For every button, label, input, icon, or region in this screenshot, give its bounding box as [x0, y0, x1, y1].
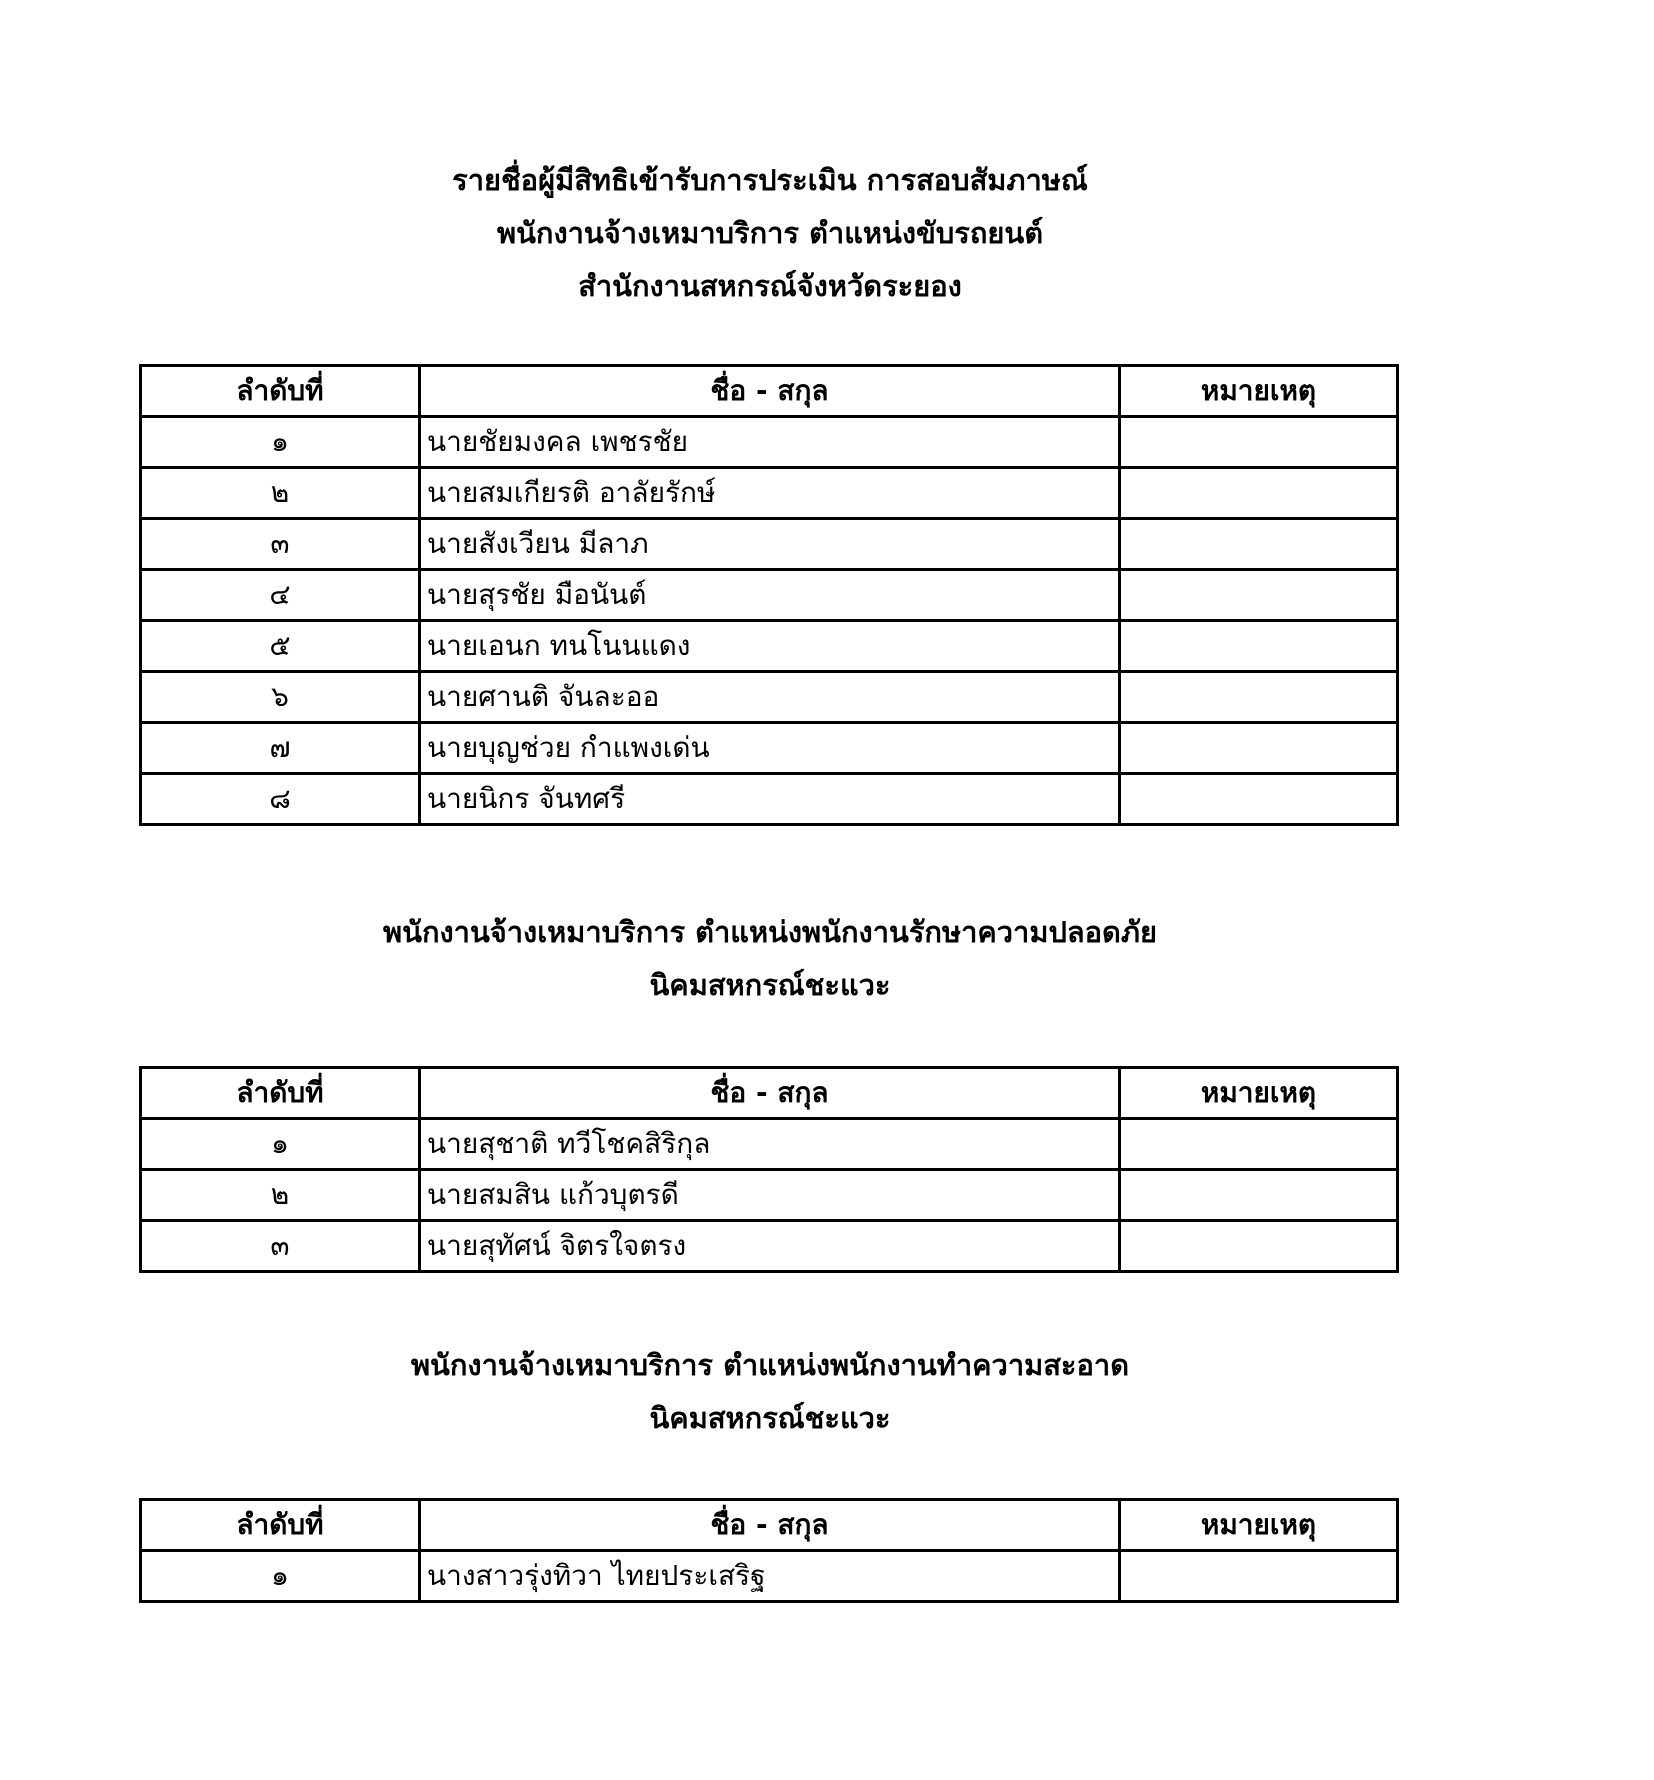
- order-number: ๑: [141, 1119, 420, 1170]
- remark-cell: [1120, 774, 1398, 825]
- candidate-name: นายสุชาติ ทวีโชคสิริกุล: [420, 1119, 1120, 1170]
- candidate-name: นายสุรชัย มือนันต์: [420, 570, 1120, 621]
- remark-cell: [1120, 723, 1398, 774]
- table-row: [141, 570, 1398, 621]
- table-row: [141, 774, 1398, 825]
- remark-cell: [1120, 672, 1398, 723]
- table-row: [141, 519, 1398, 570]
- candidate-name: นางสาวรุ่งทิวา ไทยประเสริฐ: [420, 1551, 1120, 1602]
- column-header-name: ชื่อ - สกุล: [420, 1068, 1120, 1119]
- section-heading-line-2: นิคมสหกรณ์ชะแวะ: [649, 1401, 891, 1435]
- remark-cell: [1120, 519, 1398, 570]
- column-header-remark: หมายเหตุ: [1120, 1500, 1398, 1551]
- column-header-remark: หมายเหตุ: [1120, 1068, 1398, 1119]
- column-header-name: ชื่อ - สกุล: [420, 366, 1120, 417]
- table-header-row: [141, 1068, 1398, 1119]
- section-heading-cleaning: [0, 1339, 1540, 1445]
- candidate-name: นายสมเกียรติ อาลัยรักษ์: [420, 468, 1120, 519]
- order-number: ๒: [141, 468, 420, 519]
- column-header-order: ลำดับที่: [141, 1068, 420, 1119]
- order-number: ๓: [141, 519, 420, 570]
- remark-cell: [1120, 1119, 1398, 1170]
- order-number: ๖: [141, 672, 420, 723]
- candidate-name: นายสมสิน แก้วบุตรดี: [420, 1170, 1120, 1221]
- table-row: [141, 621, 1398, 672]
- remark-cell: [1120, 1170, 1398, 1221]
- order-number: ๕: [141, 621, 420, 672]
- remark-cell: [1120, 621, 1398, 672]
- column-header-name: ชื่อ - สกุล: [420, 1500, 1120, 1551]
- section-heading-line-1: พนักงานจ้างเหมาบริการ ตำแหน่งพนักงานทำความสะอาด: [410, 1348, 1130, 1382]
- table-row: [141, 417, 1398, 468]
- remark-cell: [1120, 417, 1398, 468]
- order-number: ๔: [141, 570, 420, 621]
- section-heading-security: [0, 906, 1540, 1012]
- section-heading-line-1: พนักงานจ้างเหมาบริการ ตำแหน่งพนักงานรักษาความปลอดภัย: [383, 915, 1157, 949]
- title-line-1: รายชื่อผู้มีสิทธิเข้ารับการประเมิน การสอบสัมภาษณ์: [452, 163, 1088, 197]
- table-row: [141, 672, 1398, 723]
- table-row: [141, 468, 1398, 519]
- table-row: [141, 1119, 1398, 1170]
- candidate-name: นายนิกร จันทศรี: [420, 774, 1120, 825]
- column-header-remark: หมายเหตุ: [1120, 366, 1398, 417]
- order-number: ๓: [141, 1221, 420, 1272]
- candidate-name: นายเอนก ทนโนนแดง: [420, 621, 1120, 672]
- candidate-name: นายชัยมงคล เพชรชัย: [420, 417, 1120, 468]
- candidate-name: นายสังเวียน มีลาภ: [420, 519, 1120, 570]
- table-header-row: [141, 366, 1398, 417]
- order-number: ๘: [141, 774, 420, 825]
- candidate-name: นายสุทัศน์ จิตรใจตรง: [420, 1221, 1120, 1272]
- column-header-order: ลำดับที่: [141, 1500, 420, 1551]
- candidate-name: นายบุญช่วย กำแพงเด่น: [420, 723, 1120, 774]
- remark-cell: [1120, 570, 1398, 621]
- document-title: [0, 154, 1540, 313]
- remark-cell: [1120, 468, 1398, 519]
- candidate-table-cleaning: [139, 1498, 1399, 1603]
- table-header-row: [141, 1500, 1398, 1551]
- candidate-name: นายศานติ จันละออ: [420, 672, 1120, 723]
- title-line-2: พนักงานจ้างเหมาบริการ ตำแหน่งขับรถยนต์: [496, 216, 1044, 250]
- title-line-3: สำนักงานสหกรณ์จังหวัดระยอง: [578, 269, 962, 303]
- table-row: [141, 1170, 1398, 1221]
- candidate-table-driver: [139, 364, 1399, 826]
- table-row: [141, 1221, 1398, 1272]
- table-row: [141, 723, 1398, 774]
- order-number: ๒: [141, 1170, 420, 1221]
- column-header-order: ลำดับที่: [141, 366, 420, 417]
- remark-cell: [1120, 1221, 1398, 1272]
- order-number: ๗: [141, 723, 420, 774]
- section-heading-line-2: นิคมสหกรณ์ชะแวะ: [649, 968, 891, 1002]
- order-number: ๑: [141, 1551, 420, 1602]
- order-number: ๑: [141, 417, 420, 468]
- table-row: [141, 1551, 1398, 1602]
- candidate-table-security: [139, 1066, 1399, 1273]
- remark-cell: [1120, 1551, 1398, 1602]
